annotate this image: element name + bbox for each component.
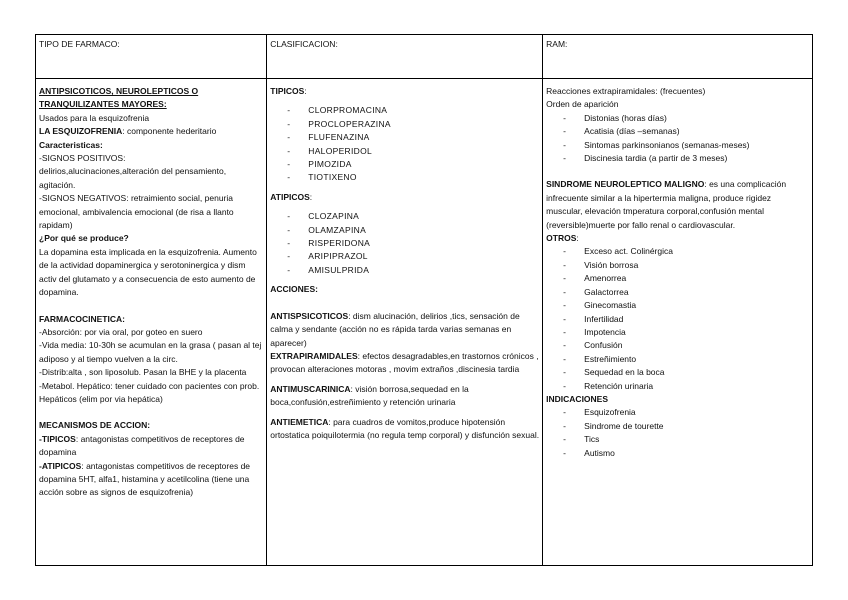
header-col2-text: CLASIFICACION: — [270, 39, 338, 49]
indications-heading: INDICACIONES — [546, 393, 609, 404]
atypical-heading — [270, 191, 539, 204]
list-item: - Impotencia — [546, 326, 809, 339]
list-item: - Retención urinaria — [546, 380, 809, 393]
list-item: - HALOPERIDOL — [270, 145, 539, 158]
why-heading: ¿Por qué se produce? — [39, 233, 129, 244]
moa-typical — [39, 433, 263, 460]
list-item: - Amenorrea — [546, 272, 809, 285]
typical-drug-list — [270, 104, 539, 184]
antipsychotic-text: : dism alucinación, delirios ,tics, sensación de calma y sendante (acción no es rápida tarda varias semanas en aparecer) — [270, 310, 520, 348]
typical-colon: : — [304, 86, 307, 96]
schizo-text: : componente hederitario — [122, 126, 217, 137]
antimuscarinic-text: : visión borrosa,sequedad en la boca,confusión,estreñimiento y retención urinaria — [270, 383, 469, 408]
atypical-drug-list — [270, 210, 539, 277]
others-colon: : — [576, 233, 579, 244]
moa-atypical-label: -ATIPICOS — [39, 460, 82, 471]
list-item: - AMISULPRIDA — [270, 264, 539, 277]
col-tipo-farmaco — [36, 79, 267, 566]
extrapyramidal-reactions: Reacciones extrapiramidales: (frecuentes) — [546, 86, 706, 96]
moa-atypical — [39, 460, 263, 500]
nms-text: : es una complicación infrecuente similar a la hipertermia maligna, produce rigidez muscular, elevación tmperatura corporal,confusión mental (reversible)muerte por fallo renal o cardiovascular. — [546, 179, 787, 230]
extrapyramidal-text: : efectos desagradables,en trastornos crónicos , provocan alteraciones motoras , movim extraños ,discinesia tardia — [270, 350, 539, 375]
others-heading — [546, 232, 809, 245]
header-clasificacion — [267, 35, 543, 79]
moa-typical-text: : antagonistas competitivos de receptores de dopamina — [39, 433, 245, 458]
atypical-title: ATIPICOS — [270, 191, 310, 202]
list-item: - Galactorrea — [546, 286, 809, 299]
actions-heading: ACCIONES: — [270, 284, 318, 295]
list-item: - PIMOZIDA — [270, 158, 539, 171]
header-row — [36, 35, 813, 79]
extrapyramidal-label: EXTRAPIRAMIDALES — [270, 350, 358, 361]
list-item: - Infertilidad — [546, 313, 809, 326]
list-item: - CLOZAPINA — [270, 210, 539, 223]
list-item: - Exceso act. Colinérgica — [546, 245, 809, 258]
others-list — [546, 245, 809, 392]
list-item: - RISPERIDONA — [270, 237, 539, 250]
nms-label: SINDROME NEUROLEPTICO MALIGNO — [546, 179, 705, 190]
list-item: - OLAMZAPINA — [270, 224, 539, 237]
content-row — [36, 79, 813, 566]
list-item: - Visión borrosa — [546, 259, 809, 272]
antiemetic-text: : para cuadros de vomitos,produce hipotensión ortostatica poiquilotermia (no regula temp corporal) y disfunción sexual. — [270, 416, 540, 440]
pk-distribution: -Distrib:alta , son liposolub. Pasan la BHE y la placenta — [39, 367, 247, 378]
list-item: - Autismo — [546, 447, 809, 460]
order-heading: Orden de aparición — [546, 99, 619, 110]
indications-list — [546, 406, 809, 460]
list-item: - Esquizofrenia — [546, 406, 809, 419]
list-item: - ARIPIPRAZOL — [270, 250, 539, 263]
why-text: La dopamina esta implicada en la esquizofrenia. Aumento de la actividad dopaminergica y serotoninergica y dism activ del glutamato y a consecuencia de esto aumento de dopamina. — [39, 246, 257, 298]
list-item: - Sindrome de tourette — [546, 420, 809, 433]
action-antiemetic — [270, 416, 539, 443]
header-col1-text: TIPO DE FARMACO: — [39, 39, 120, 49]
negative-signs-text: -SIGNOS NEGATIVOS: retraimiento social, penuria emocional, ambivalencia emocional (de risa a llanto rapidam) — [39, 193, 234, 231]
list-item: - FLUFENAZINA — [270, 131, 539, 144]
list-item: - Confusión — [546, 339, 809, 352]
mechanism-heading: MECANISMOS DE ACCION: — [39, 420, 151, 431]
uses-text: Usados para la esquizofrenia — [39, 112, 150, 123]
drug-summary-table — [35, 34, 813, 566]
pharmacokinetics-heading: FARMACOCINETICA: — [39, 313, 125, 324]
list-item: - Discinesia tardia (a partir de 3 meses) — [546, 152, 809, 165]
moa-atypical-text: : antagonistas competitivos de receptores de dopamina 5HT, alfa1, histamina y acetilcolina (tiene una acción sobre as signos de esquizofrenia) — [39, 460, 251, 498]
list-item: - PROCLOPERAZINA — [270, 118, 539, 131]
antimuscarinic-label: ANTIMUSCARINICA — [270, 383, 351, 394]
list-item: - Ginecomastia — [546, 299, 809, 312]
pk-metabolism: -Metabol. Hepático: tener cuidado con pacientes con prob. Hepáticos (elim por via hepática) — [39, 380, 260, 404]
atypical-colon: : — [309, 191, 313, 202]
typical-heading — [270, 85, 539, 98]
action-antipsychotic — [270, 310, 539, 350]
drug-type-title: ANTIPSICOTICOS, NEUROLEPTICOS O TRANQUILIZANTES MAYORES: — [39, 86, 199, 110]
positive-signs-text: delirios,alucinaciones,alteración del pensamiento, agitación. — [39, 166, 227, 190]
order-list — [546, 112, 809, 166]
antipsychotic-label: ANTISPSICOTICOS — [270, 310, 349, 321]
pk-half-life: -Vida media: 10-30h se acumulan en la grasa ( pasan al tej adiposo y al tiempo vuelven a la circ. — [39, 340, 262, 364]
list-item: - Sintomas parkinsonianos (semanas-meses) — [546, 139, 809, 152]
nms-paragraph — [546, 178, 809, 232]
header-col3-text: RAM: — [546, 39, 568, 49]
list-item: - Acatisia (días –semanas) — [546, 125, 809, 138]
header-tipo-farmaco — [36, 35, 267, 79]
characteristics-heading: Caracteristicas: — [39, 139, 103, 150]
list-item: - CLORPROMACINA — [270, 104, 539, 117]
list-item: - Sequedad en la boca — [546, 366, 809, 379]
list-item: - TIOTIXENO — [270, 171, 539, 184]
list-item: - Estreñimiento — [546, 353, 809, 366]
action-extrapyramidal — [270, 350, 539, 377]
list-item: - Tics — [546, 433, 809, 446]
typical-title: TIPICOS — [270, 86, 305, 96]
col-ram — [543, 79, 813, 566]
col-clasificacion — [267, 79, 543, 566]
others-title: OTROS — [546, 233, 577, 244]
schizo-label: LA ESQUIZOFRENIA — [39, 126, 123, 137]
positive-signs-heading: -SIGNOS POSITIVOS: — [39, 153, 126, 164]
pk-absorption: -Absorción: por via oral, por goteo en suero — [39, 326, 203, 337]
moa-typical-label: -TIPICOS — [39, 433, 76, 444]
list-item: - Distonias (horas días) — [546, 112, 809, 125]
antiemetic-label: ANTIEMETICA — [270, 416, 329, 427]
schizo-line — [39, 125, 263, 138]
header-ram — [543, 35, 813, 79]
action-antimuscarinic — [270, 383, 539, 410]
